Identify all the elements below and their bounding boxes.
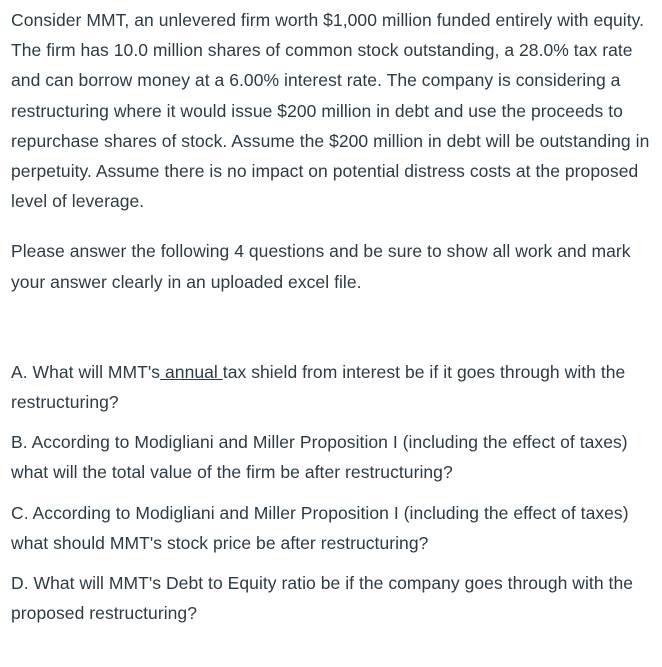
question-a-underlined-word: annual: [160, 361, 223, 382]
problem-intro: Consider MMT, an unlevered firm worth $1,000 million funded entirely with equity. The firm has 10.0 million shares of common stock outstanding, a 28.0% tax rate and can borrow money at a 6.00% interest rate. The company is considering a restructuring where it would issue $200 million in debt and use the proceeds to repurchase shares of stock. Assume the $200 million in debt will be outstanding in perpetuity. Assume there is no impact on potential distress costs at the proposed level of leverage.: [11, 10, 650, 212]
question-d: D. What will MMT's Debt to Equity ratio be if the company goes through with the proposed restructuring?: [11, 573, 634, 624]
question-c: C. According to Modigliani and Miller Proposition I (including the effect of taxes) what should MMT's stock price be after restructuring?: [11, 502, 629, 553]
question-document: [11, 5, 656, 628]
question-a-text-end: tax shield from interest be if it goes through with the restructuring?: [11, 361, 626, 413]
instructions: Please answer the following 4 questions and be sure to show all work and mark your answer clearly in an uploaded excel file.: [11, 241, 631, 292]
question-a-text-start: A. What will MMT's: [11, 361, 161, 382]
question-a: [11, 357, 656, 417]
question-b: B. According to Modigliani and Miller Proposition I (including the effect of taxes) what will the total value of the firm be after restructuring?: [11, 432, 628, 483]
